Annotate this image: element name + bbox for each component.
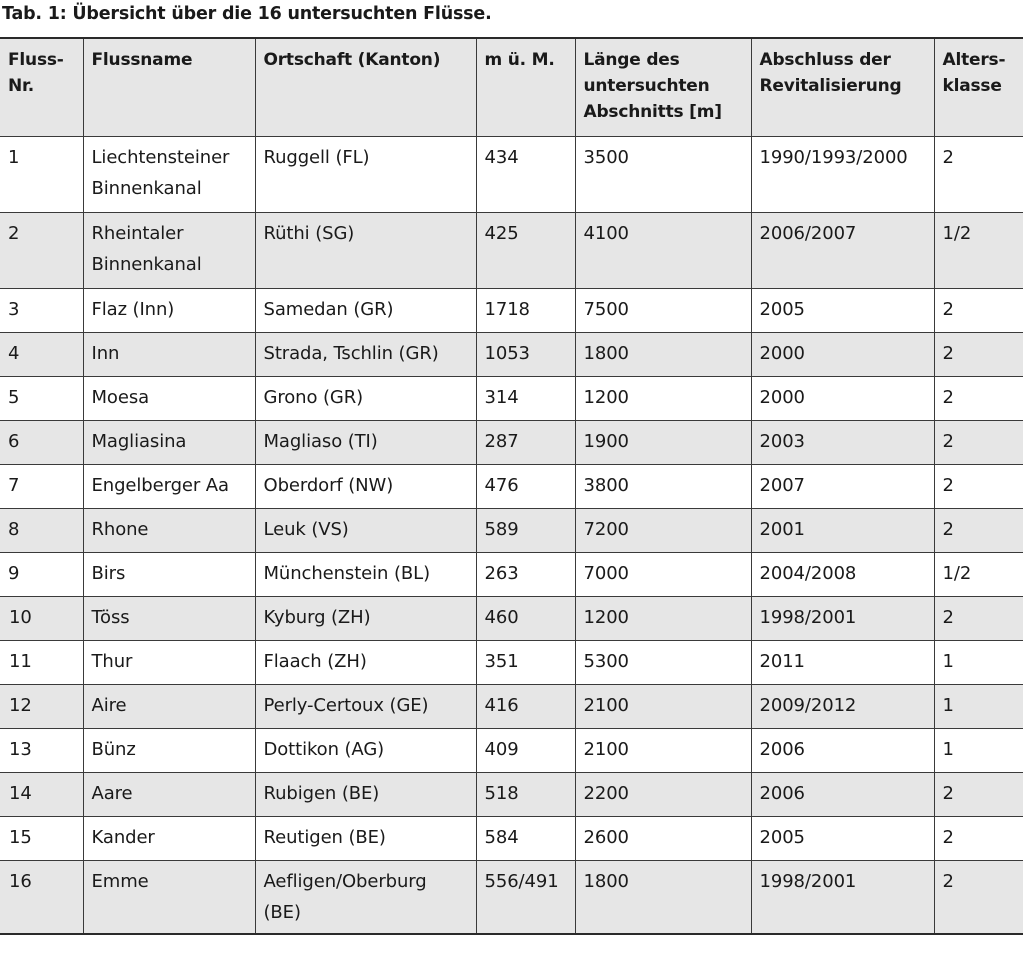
cell-abschluss: 1998/2001 xyxy=(751,860,934,934)
cell-hoehe: 1718 xyxy=(476,288,575,332)
rivers-table xyxy=(0,37,1023,935)
cell-fluss-nr: 12 xyxy=(0,684,83,728)
cell-flussname: Aare xyxy=(83,772,255,816)
table-row xyxy=(0,464,1023,508)
cell-hoehe: 314 xyxy=(476,376,575,420)
cell-ortschaft: Münchenstein (BL) xyxy=(255,552,476,596)
table-row xyxy=(0,728,1023,772)
cell-abschluss: 2005 xyxy=(751,816,934,860)
table-row xyxy=(0,816,1023,860)
header-fluss-nr: Fluss-Nr. xyxy=(0,38,83,136)
cell-abschluss: 2005 xyxy=(751,288,934,332)
cell-flussname: Liechtensteiner Binnenkanal xyxy=(83,136,255,212)
cell-fluss-nr: 14 xyxy=(0,772,83,816)
cell-laenge: 2100 xyxy=(575,728,751,772)
cell-flussname: Moesa xyxy=(83,376,255,420)
cell-hoehe: 434 xyxy=(476,136,575,212)
cell-altersklasse: 2 xyxy=(934,136,1023,212)
cell-altersklasse: 1/2 xyxy=(934,212,1023,288)
cell-altersklasse: 1 xyxy=(934,684,1023,728)
table-row xyxy=(0,212,1023,288)
cell-ortschaft: Rüthi (SG) xyxy=(255,212,476,288)
cell-flussname: Thur xyxy=(83,640,255,684)
cell-altersklasse: 2 xyxy=(934,332,1023,376)
cell-altersklasse: 1 xyxy=(934,640,1023,684)
cell-hoehe: 518 xyxy=(476,772,575,816)
cell-ortschaft: Magliaso (TI) xyxy=(255,420,476,464)
cell-abschluss: 2000 xyxy=(751,376,934,420)
cell-ortschaft: Grono (GR) xyxy=(255,376,476,420)
cell-hoehe: 460 xyxy=(476,596,575,640)
cell-abschluss: 2006 xyxy=(751,728,934,772)
cell-altersklasse: 2 xyxy=(934,464,1023,508)
cell-altersklasse: 2 xyxy=(934,860,1023,934)
cell-fluss-nr: 4 xyxy=(0,332,83,376)
table-row xyxy=(0,772,1023,816)
cell-flussname: Aire xyxy=(83,684,255,728)
cell-abschluss: 1990/1993/2000 xyxy=(751,136,934,212)
cell-ortschaft: Samedan (GR) xyxy=(255,288,476,332)
table-row xyxy=(0,508,1023,552)
cell-ortschaft: Dottikon (AG) xyxy=(255,728,476,772)
table-row xyxy=(0,684,1023,728)
cell-abschluss: 2009/2012 xyxy=(751,684,934,728)
cell-fluss-nr: 3 xyxy=(0,288,83,332)
table-row xyxy=(0,136,1023,212)
cell-abschluss: 2007 xyxy=(751,464,934,508)
table-body xyxy=(0,136,1023,934)
cell-hoehe: 351 xyxy=(476,640,575,684)
cell-fluss-nr: 6 xyxy=(0,420,83,464)
cell-ortschaft: Ruggell (FL) xyxy=(255,136,476,212)
cell-ortschaft: Flaach (ZH) xyxy=(255,640,476,684)
cell-ortschaft: Reutigen (BE) xyxy=(255,816,476,860)
cell-laenge: 1800 xyxy=(575,332,751,376)
table-row xyxy=(0,596,1023,640)
cell-ortschaft: Aefligen/Oberburg (BE) xyxy=(255,860,476,934)
cell-fluss-nr: 7 xyxy=(0,464,83,508)
cell-altersklasse: 2 xyxy=(934,596,1023,640)
cell-abschluss: 2006/2007 xyxy=(751,212,934,288)
cell-flussname: Birs xyxy=(83,552,255,596)
cell-altersklasse: 2 xyxy=(934,420,1023,464)
header-ortschaft: Ortschaft (Kanton) xyxy=(255,38,476,136)
table-header-row xyxy=(0,38,1023,136)
cell-hoehe: 589 xyxy=(476,508,575,552)
cell-laenge: 2100 xyxy=(575,684,751,728)
cell-fluss-nr: 16 xyxy=(0,860,83,934)
cell-flussname: Töss xyxy=(83,596,255,640)
table-row xyxy=(0,640,1023,684)
header-flussname: Flussname xyxy=(83,38,255,136)
table-row xyxy=(0,288,1023,332)
table-row xyxy=(0,376,1023,420)
cell-flussname: Rheintaler Binnenkanal xyxy=(83,212,255,288)
table-row xyxy=(0,552,1023,596)
cell-hoehe: 556/491 xyxy=(476,860,575,934)
cell-flussname: Rhone xyxy=(83,508,255,552)
table-row xyxy=(0,420,1023,464)
cell-laenge: 1800 xyxy=(575,860,751,934)
cell-laenge: 3800 xyxy=(575,464,751,508)
cell-ortschaft: Oberdorf (NW) xyxy=(255,464,476,508)
cell-ortschaft: Leuk (VS) xyxy=(255,508,476,552)
cell-flussname: Flaz (Inn) xyxy=(83,288,255,332)
header-laenge: Länge des untersuchten Abschnitts [m] xyxy=(575,38,751,136)
cell-laenge: 5300 xyxy=(575,640,751,684)
cell-ortschaft: Rubigen (BE) xyxy=(255,772,476,816)
cell-flussname: Inn xyxy=(83,332,255,376)
cell-laenge: 7200 xyxy=(575,508,751,552)
table-caption: Tab. 1: Übersicht über die 16 untersuchten Flüsse. xyxy=(2,4,492,24)
cell-ortschaft: Strada, Tschlin (GR) xyxy=(255,332,476,376)
cell-ortschaft: Perly-Certoux (GE) xyxy=(255,684,476,728)
cell-laenge: 4100 xyxy=(575,212,751,288)
cell-altersklasse: 2 xyxy=(934,376,1023,420)
cell-hoehe: 263 xyxy=(476,552,575,596)
header-altersklasse: Alters-klasse xyxy=(934,38,1023,136)
cell-laenge: 1200 xyxy=(575,596,751,640)
cell-hoehe: 287 xyxy=(476,420,575,464)
cell-fluss-nr: 5 xyxy=(0,376,83,420)
cell-altersklasse: 2 xyxy=(934,288,1023,332)
cell-hoehe: 409 xyxy=(476,728,575,772)
cell-laenge: 3500 xyxy=(575,136,751,212)
table-row xyxy=(0,332,1023,376)
cell-fluss-nr: 2 xyxy=(0,212,83,288)
cell-laenge: 7500 xyxy=(575,288,751,332)
cell-hoehe: 584 xyxy=(476,816,575,860)
cell-laenge: 1200 xyxy=(575,376,751,420)
cell-fluss-nr: 15 xyxy=(0,816,83,860)
cell-abschluss: 2001 xyxy=(751,508,934,552)
cell-altersklasse: 1 xyxy=(934,728,1023,772)
cell-altersklasse: 2 xyxy=(934,816,1023,860)
header-abschluss: Abschluss der Revitalisierung xyxy=(751,38,934,136)
cell-hoehe: 476 xyxy=(476,464,575,508)
cell-abschluss: 2000 xyxy=(751,332,934,376)
cell-fluss-nr: 13 xyxy=(0,728,83,772)
cell-flussname: Kander xyxy=(83,816,255,860)
cell-hoehe: 1053 xyxy=(476,332,575,376)
cell-abschluss: 2004/2008 xyxy=(751,552,934,596)
cell-abschluss: 2006 xyxy=(751,772,934,816)
cell-fluss-nr: 10 xyxy=(0,596,83,640)
cell-abschluss: 2011 xyxy=(751,640,934,684)
header-hoehe: m ü. M. xyxy=(476,38,575,136)
cell-fluss-nr: 8 xyxy=(0,508,83,552)
cell-fluss-nr: 11 xyxy=(0,640,83,684)
cell-hoehe: 416 xyxy=(476,684,575,728)
cell-laenge: 1900 xyxy=(575,420,751,464)
cell-abschluss: 2003 xyxy=(751,420,934,464)
cell-hoehe: 425 xyxy=(476,212,575,288)
cell-altersklasse: 2 xyxy=(934,508,1023,552)
table-row xyxy=(0,860,1023,934)
cell-flussname: Magliasina xyxy=(83,420,255,464)
cell-fluss-nr: 9 xyxy=(0,552,83,596)
cell-laenge: 2200 xyxy=(575,772,751,816)
cell-laenge: 7000 xyxy=(575,552,751,596)
cell-flussname: Bünz xyxy=(83,728,255,772)
cell-altersklasse: 1/2 xyxy=(934,552,1023,596)
cell-laenge: 2600 xyxy=(575,816,751,860)
cell-fluss-nr: 1 xyxy=(0,136,83,212)
cell-flussname: Emme xyxy=(83,860,255,934)
cell-altersklasse: 2 xyxy=(934,772,1023,816)
cell-ortschaft: Kyburg (ZH) xyxy=(255,596,476,640)
cell-flussname: Engelberger Aa xyxy=(83,464,255,508)
cell-abschluss: 1998/2001 xyxy=(751,596,934,640)
